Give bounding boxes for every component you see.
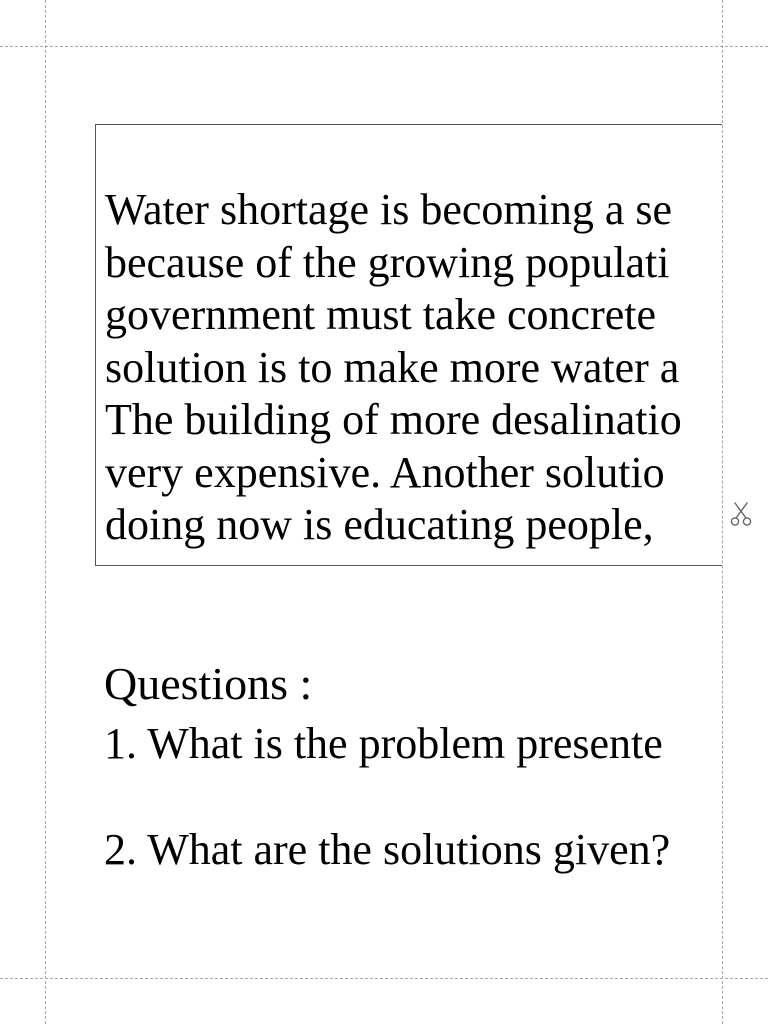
- question-item: 2. What are the solutions given?: [104, 825, 671, 874]
- passage-line: doing now is educating people,: [105, 500, 654, 549]
- question-item: 1. What is the problem presente: [104, 719, 663, 768]
- passage-line: because of the growing populati: [105, 237, 670, 287]
- passage-line: The building of more desalinatio: [105, 395, 682, 444]
- passage-line: very expensive. Another solutio: [105, 447, 665, 497]
- passage-line: solution is to make more water a: [105, 342, 680, 392]
- passage-paragraph: [105, 184, 722, 552]
- questions-heading: Questions :: [104, 658, 313, 709]
- passage-line: Water shortage is becoming a se: [105, 185, 673, 234]
- passage-line: government must take concrete: [105, 290, 657, 339]
- right-margin-guide: [722, 0, 723, 1024]
- scissors-icon[interactable]: [727, 500, 755, 528]
